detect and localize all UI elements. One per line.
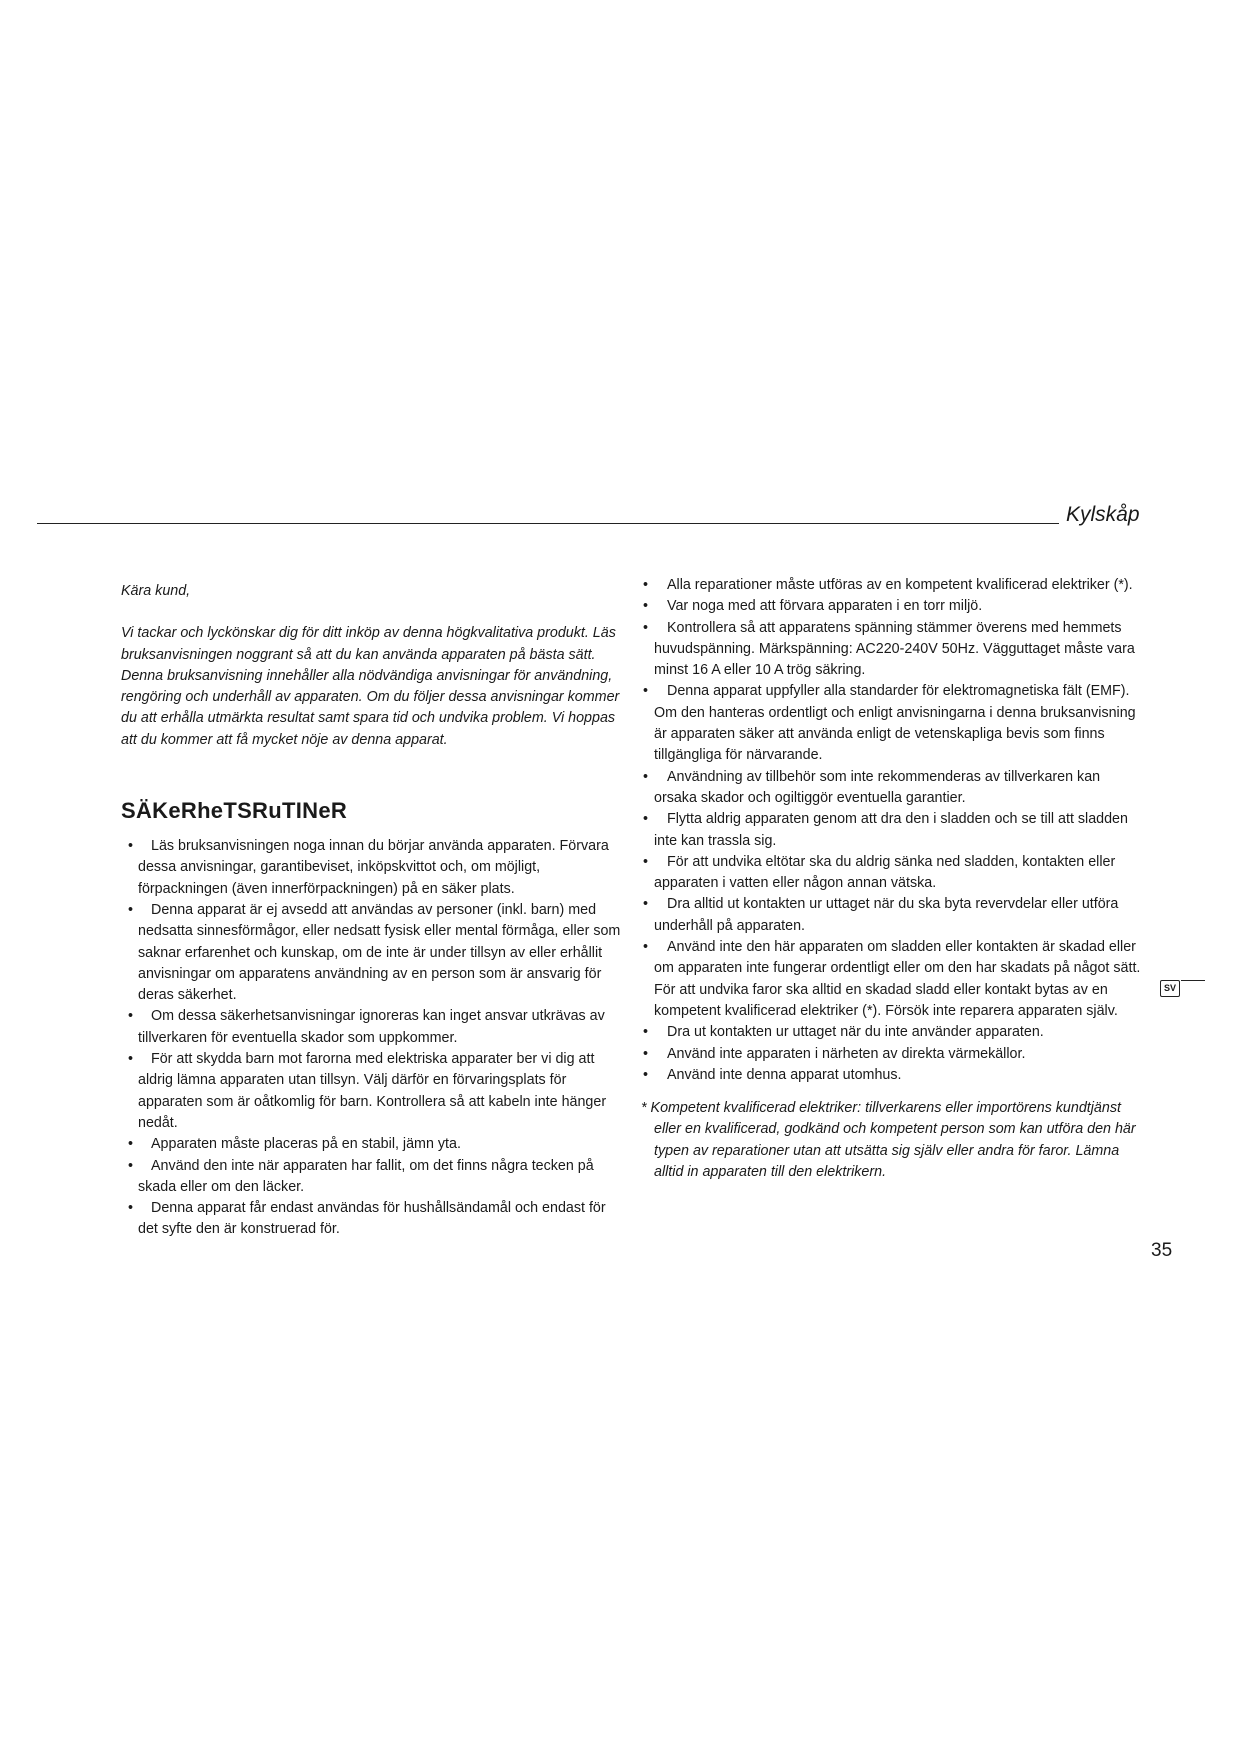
- list-item: • Om dessa säkerhetsanvisningar ignoreras kan inget ansvar utkrävas av tillverkaren för eventuella skador som uppkommer.: [121, 1006, 621, 1049]
- list-item: • Var noga med att förvara apparaten i en torr miljö.: [641, 596, 1146, 617]
- list-item: • Flytta aldrig apparaten genom att dra den i sladden och se till att sladden inte kan trassla sig.: [641, 809, 1146, 852]
- page-number: 35: [1151, 1240, 1173, 1261]
- list-item: • Användning av tillbehör som inte rekommenderas av tillverkaren kan orsaka skador och ogiltiggör eventuella garantier.: [641, 767, 1146, 810]
- list-item: • Använd inte denna apparat utomhus.: [641, 1065, 1146, 1086]
- list-item: • Dra ut kontakten ur uttaget när du inte använder apparaten.: [641, 1022, 1146, 1043]
- greeting: Kära kund,: [121, 583, 191, 599]
- list-item: • Denna apparat får endast användas för hushållsändamål och endast för det syfte den är konstruerad för.: [121, 1198, 621, 1241]
- header-rule: [37, 523, 1059, 524]
- safety-heading: SÄKeRheTSRuTINeR: [121, 798, 348, 824]
- left-column: [121, 575, 621, 1241]
- footnote: * Kompetent kvalificerad elektriker: tillverkarens eller importörens kundtjänst eller en kvalificerad, godkänd och kompetent person som kan utföra den här typen av reparationer utan att utsätta sig själv eller andra för faror. Lämna alltid in apparaten till den elektrikern.: [641, 1100, 1136, 1181]
- list-item: • Läs bruksanvisningen noga innan du börjar använda apparaten. Förvara dessa anvisningar, garantibeviset, inköpskvittot och, om möjligt, förpackningen (även innerförpackningen) på en säker plats.: [121, 836, 621, 900]
- list-item: • Använd inte apparaten i närheten av direkta värmekällor.: [641, 1044, 1146, 1065]
- list-item: • För att undvika eltötar ska du aldrig sänka ned sladden, kontakten eller apparaten i vatten eller någon annan vätska.: [641, 852, 1146, 895]
- list-item: • Alla reparationer måste utföras av en kompetent kvalificerad elektriker (*).: [641, 575, 1146, 596]
- list-item: • Kontrollera så att apparatens spänning stämmer överens med hemmets huvudspänning. Märkspänning: AC220-240V 50Hz. Vägguttaget måste vara minst 16 A eller 10 A trög säkring.: [641, 618, 1146, 682]
- language-tab: SV: [1160, 980, 1180, 997]
- safety-list-left: [121, 836, 621, 1241]
- intro-section: [121, 581, 621, 751]
- intro-paragraph: Vi tackar och lyckönskar dig för ditt inköp av denna högkvalitativa produkt. Läs bruksanvisningen noggrant så att du kan använda apparaten på bästa sätt. Denna bruksanvisning innehåller alla nödvändiga anvisningar för användning, rengöring och underhåll av apparaten. Om du följer dessa anvisningar kommer du att erhålla utmärkta resultat samt spara tid och undvika problem. Vi hoppas att du kommer att få mycket nöje av denna apparat.: [121, 625, 620, 748]
- list-item: • Denna apparat uppfyller alla standarder för elektromagnetiska fält (EMF). Om den hanteras ordentligt och enligt anvisningarna i denna bruksanvisning är apparaten säker att använda enligt de vetenskapliga bevis som finns tillgängliga för närvarande.: [641, 681, 1146, 766]
- right-column: [641, 575, 1146, 1198]
- document-title: Kylskåp: [1066, 503, 1140, 526]
- list-item: • Denna apparat är ej avsedd att användas av personer (inkl. barn) med nedsatta sinnesförmågor, eller nedsatt fysisk eller mental förmåga, eller som saknar erfarenhet och kunskap, om de inte är under tillsyn av eller erhållit anvisningar om apparatens användning av en person som är ansvarig för deras säkerhet.: [121, 900, 621, 1006]
- language-tab-rule: [1181, 980, 1205, 981]
- list-item: • Använd inte den här apparaten om sladden eller kontakten är skadad eller om apparaten inte fungerar ordentligt eller om den har skadats på något sätt. För att undvika faror ska alltid en skadad sladd eller kontakt bytas av en kompetent kvalificerad elektriker (*). Försök inte reparera apparaten själv.: [641, 937, 1146, 1022]
- list-item: • Apparaten måste placeras på en stabil, jämn yta.: [121, 1134, 621, 1155]
- list-item: • För att skydda barn mot farorna med elektriska apparater ber vi dig att aldrig lämna apparaten utan tillsyn. Välj därför en förvaringsplats för apparaten som är oåtkomlig för barn. Kontrollera så att kabeln inte hänger nedåt.: [121, 1049, 621, 1134]
- safety-list-right: [641, 575, 1146, 1086]
- list-item: • Använd den inte när apparaten har fallit, om det finns några tecken på skada eller om den läcker.: [121, 1156, 621, 1199]
- list-item: • Dra alltid ut kontakten ur uttaget när du ska byta revervdelar eller utföra underhåll på apparaten.: [641, 894, 1146, 937]
